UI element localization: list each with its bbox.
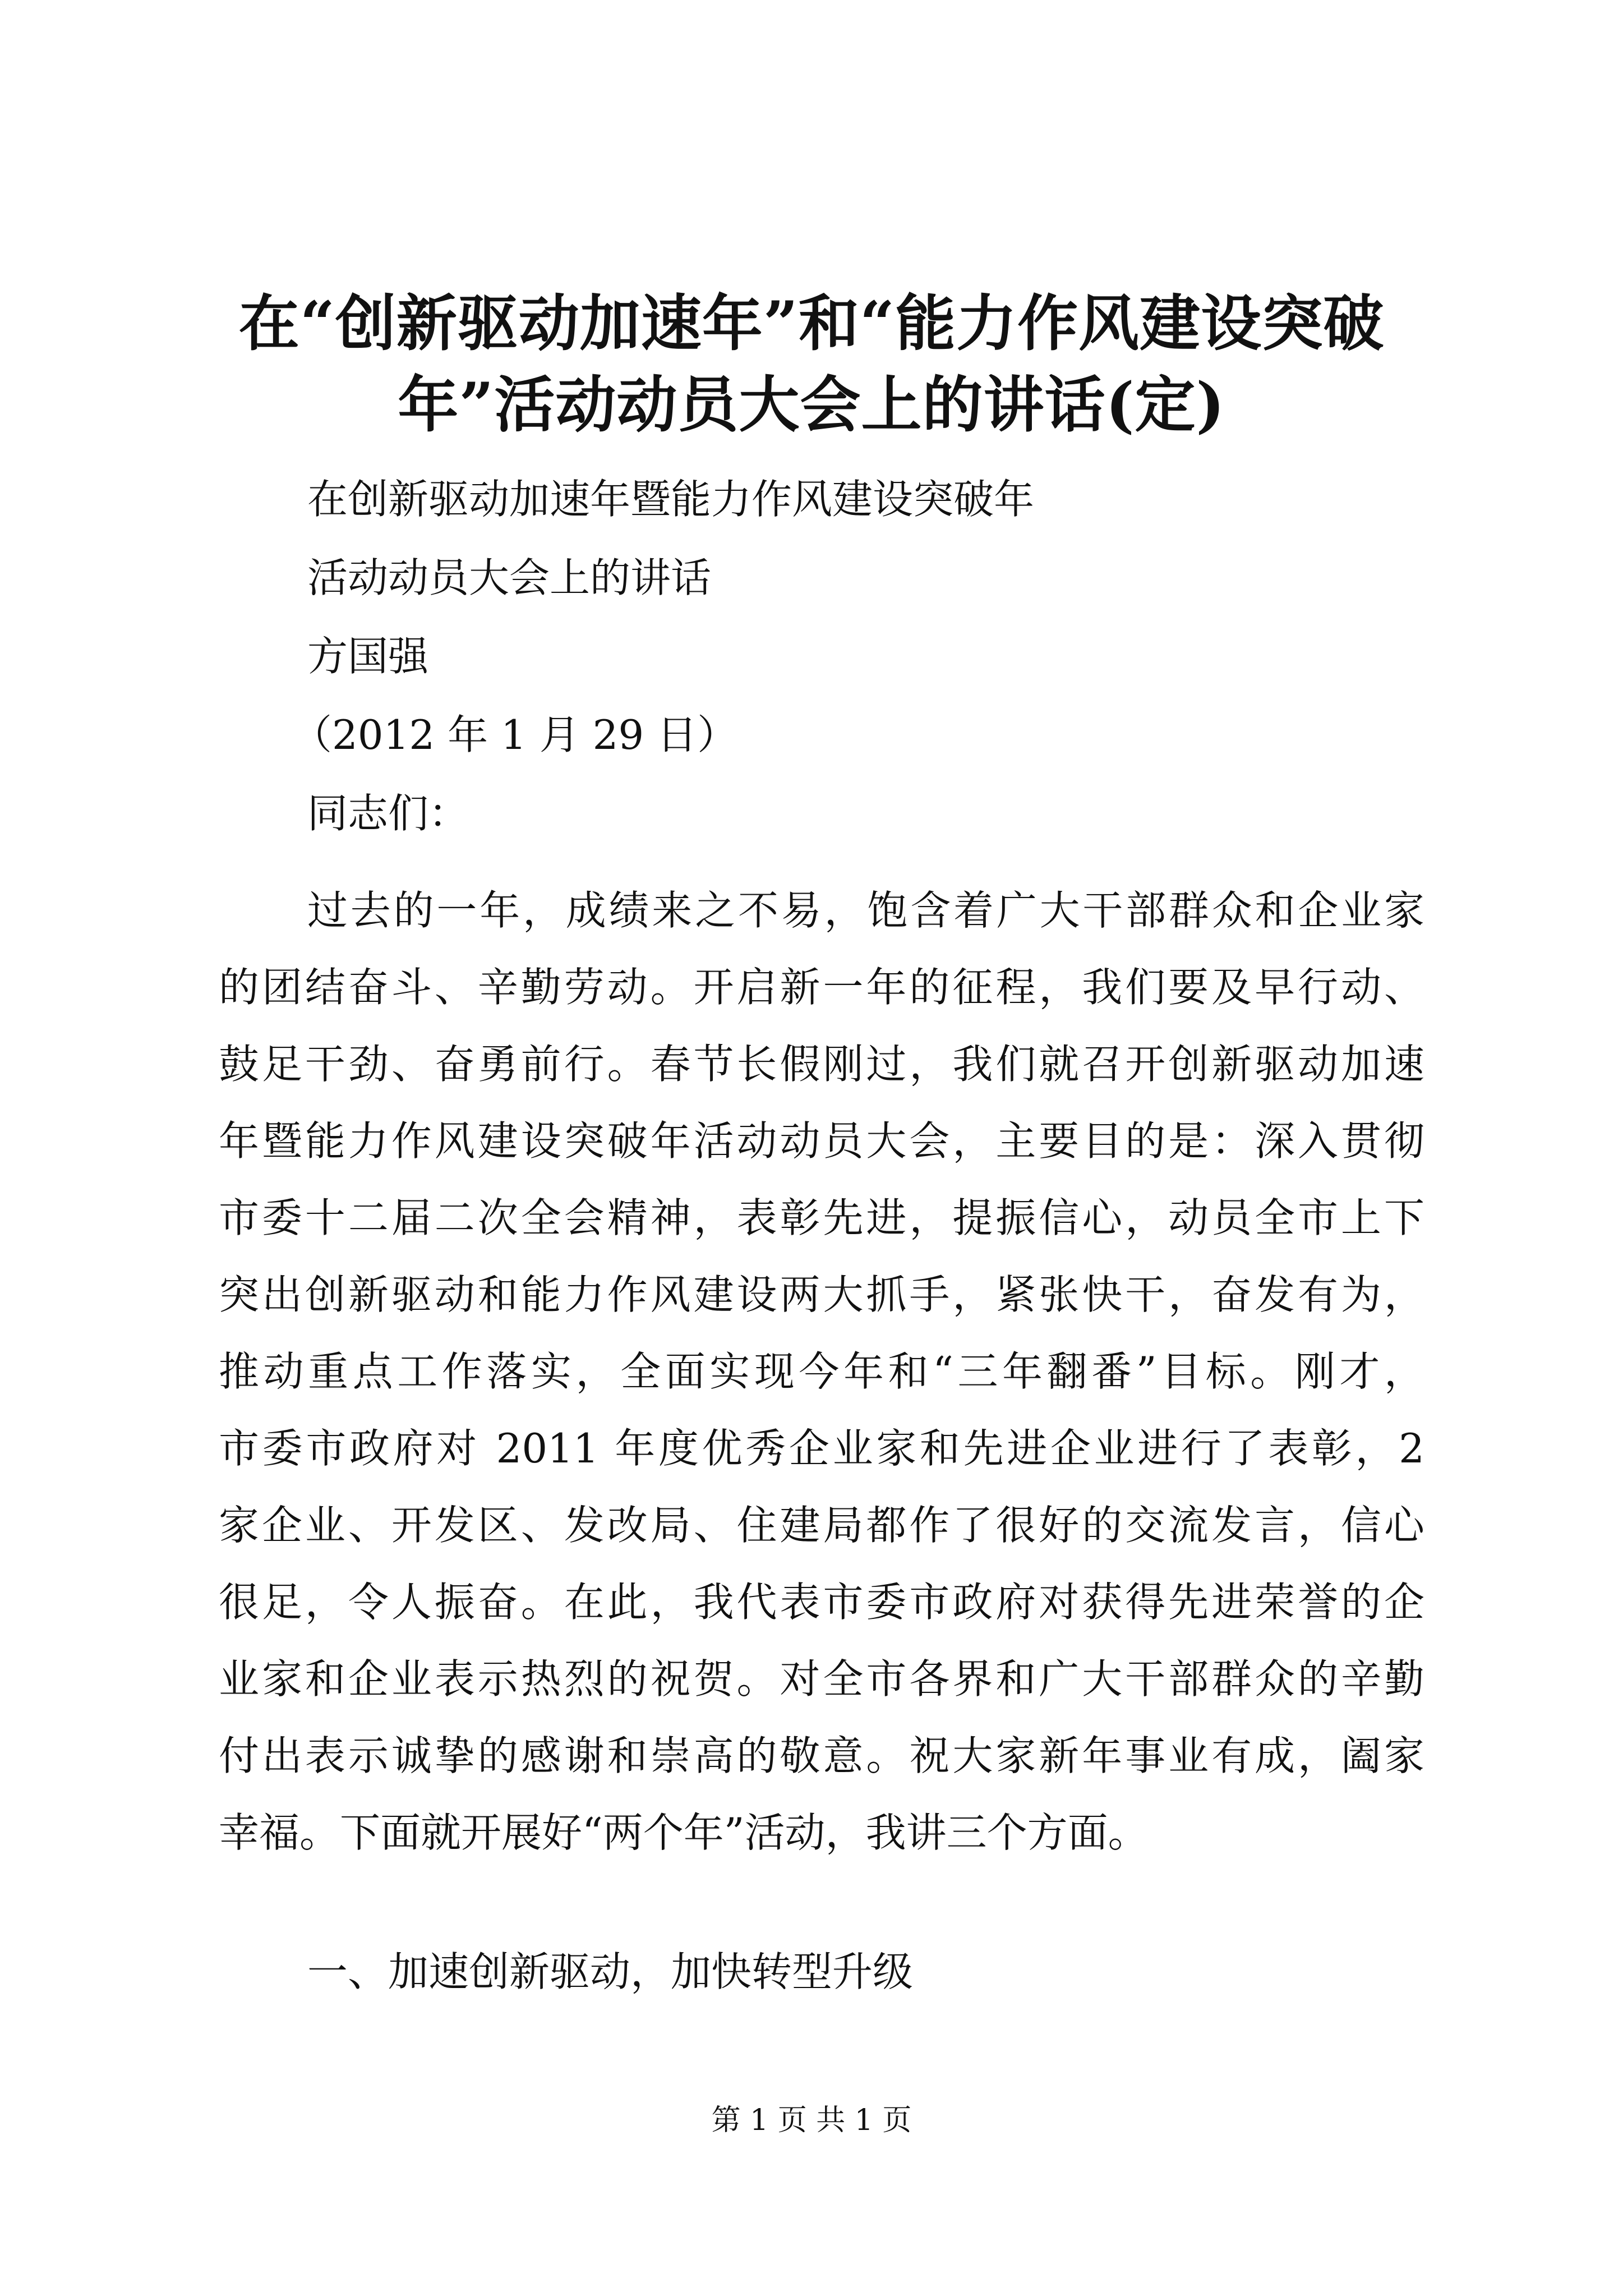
paragraph-line: 家企业、开发区、发改局、住建局都作了很好的交流发言，信心 bbox=[219, 1502, 1424, 1549]
paragraph-line: 业家和企业表示热烈的祝贺。对全市各界和广大干部群众的辛勤 bbox=[219, 1655, 1424, 1703]
speech-subtitle-line-1: 在创新驱动加速年暨能力作风建设突破年 bbox=[307, 476, 1035, 523]
title-line-1: 在“创新驱动加速年”和“能力作风建设突破 bbox=[238, 288, 1385, 359]
title-line-2: 年”活动动员大会上的讲话(定) bbox=[398, 370, 1225, 440]
paragraph-line: 突出创新驱动和能力作风建设两大抓手，紧张快干，奋发有为， bbox=[219, 1271, 1424, 1318]
paragraph-line: 市委十二届二次全会精神，表彰先进，提振信心，动员全市上下 bbox=[219, 1194, 1424, 1241]
document-title bbox=[185, 283, 1438, 446]
body-paragraph bbox=[219, 872, 1424, 1871]
paragraph-line: 很足，令人振奋。在此，我代表市委市政府对获得先进荣誉的企 bbox=[219, 1579, 1424, 1626]
speech-date: （2012 年 1 月 29 日） bbox=[292, 711, 738, 758]
speaker-name: 方国强 bbox=[307, 633, 429, 680]
section-heading: 一、加速创新驱动，加快转型升级 bbox=[307, 1948, 914, 1995]
paragraph-line: 推动重点工作落实，全面实现今年和“三年翻番”目标。刚才， bbox=[219, 1348, 1424, 1395]
paragraph-line: 市委市政府对 2011 年度优秀企业家和先进企业进行了表彰，2 bbox=[219, 1425, 1424, 1472]
paragraph-line: 鼓足干劲、奋勇前行。春节长假刚过，我们就召开创新驱动加速 bbox=[219, 1041, 1424, 1088]
paragraph-line: 付出表示诚挚的感谢和崇高的敬意。祝大家新年事业有成，阖家 bbox=[219, 1732, 1424, 1779]
paragraph-line: 的团结奋斗、辛勤劳动。开启新一年的征程，我们要及早行动、 bbox=[219, 964, 1424, 1011]
salutation: 同志们： bbox=[307, 790, 469, 837]
paragraph-line: 年暨能力作风建设突破年活动动员大会，主要目的是：深入贯彻 bbox=[219, 1117, 1424, 1165]
page-footer: 第 1 页 共 1 页 bbox=[711, 2104, 912, 2137]
paragraph-line: 幸福。下面就开展好“两个年”活动，我讲三个方面。 bbox=[219, 1809, 1149, 1856]
speech-subtitle-line-2: 活动动员大会上的讲话 bbox=[307, 554, 712, 601]
paragraph-line: 过去的一年，成绩来之不易，饱含着广大干部群众和企业家 bbox=[307, 887, 1424, 934]
